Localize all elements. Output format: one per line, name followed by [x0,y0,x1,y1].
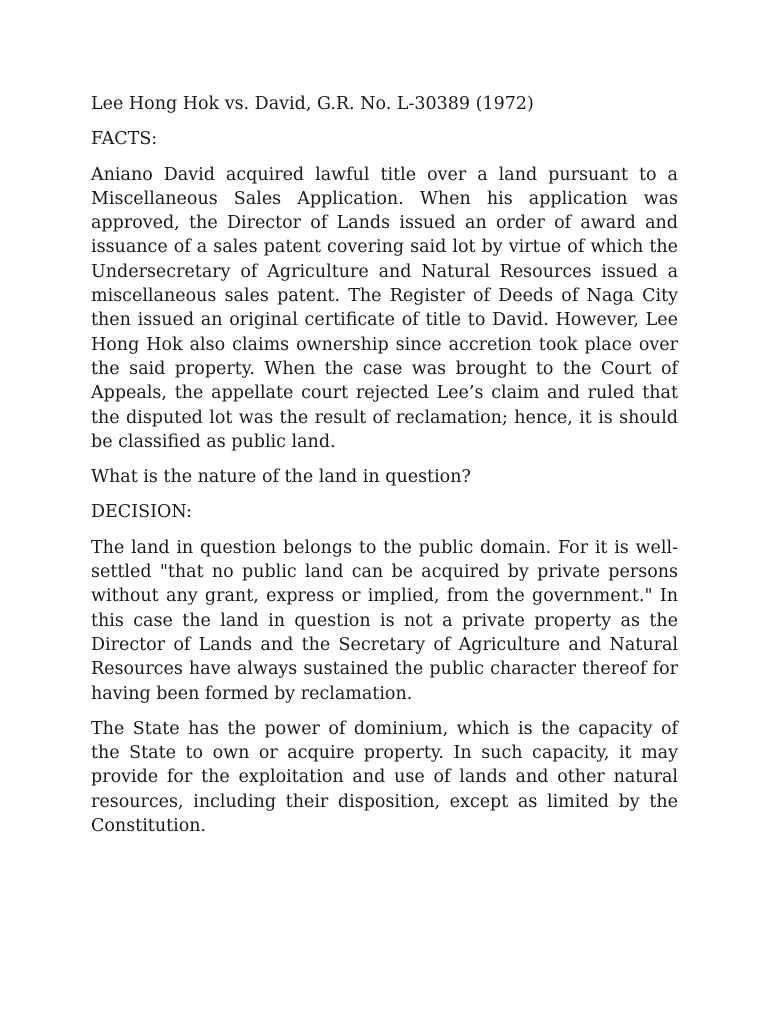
facts-heading: FACTS: [91,129,158,150]
issue-question: What is the nature of the land in question? [91,467,471,488]
facts-paragraph: Aniano David acquired lawful title over a land pursuant to a Miscellaneous Sales Application. When his application was approved, the Director of Lands issued an order of award and issuance of a sales patent covering said lot by virtue of which the Undersecretary of Agriculture and Natural Resources issued a miscellaneous sales patent. The Register of Deeds of Naga City then issued an original certificate of title to David. However, Lee Hong Hok also claims ownership since accretion took place over the said property. When the case was brought to the Court of Appeals, the appellate court rejected Lee’s claim and ruled that the disputed lot was the result of reclamation; hence, it is should be classified as public land. [91,164,678,452]
decision-heading: DECISION: [91,502,192,523]
decision-paragraph-1: The land in question belongs to the public domain. For it is well-settled "that no public land can be acquired by private persons without any grant, express or implied, from the government." In this case the land in question is not a private property as the Director of Lands and the Secretary of Agriculture and Natural Resources have always sustained the public character thereof for having been formed by reclamation. [91,537,678,704]
document-page [91,92,678,849]
decision-paragraph-2: The State has the power of dominium, which is the capacity of the State to own or acquire property. In such capacity, it may provide for the exploitation and use of lands and other natural resources, including their disposition, except as limited by the Constitution. [91,718,678,837]
case-title: Lee Hong Hok vs. David, G.R. No. L-30389 (1972) [91,94,534,114]
